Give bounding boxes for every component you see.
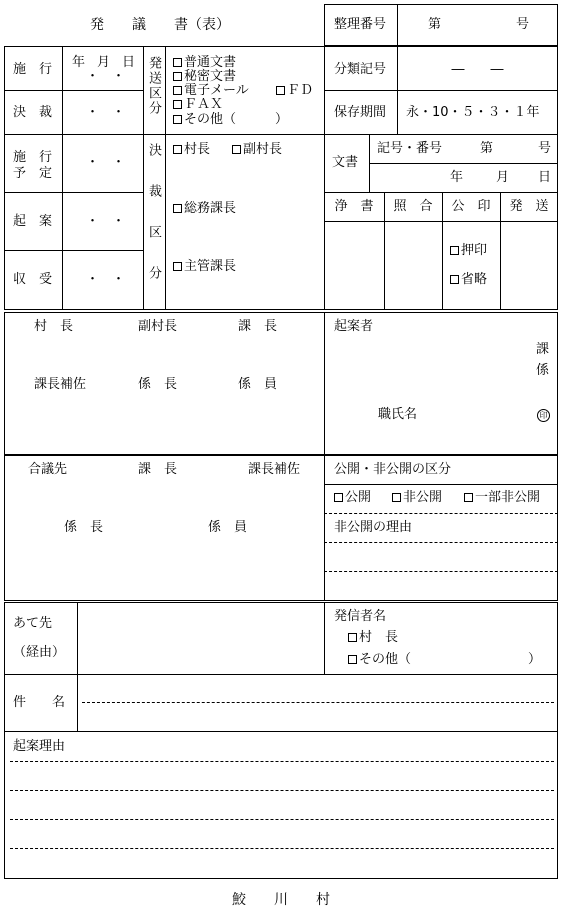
goigi-kakaricho: 係 長 <box>64 520 104 535</box>
keiyu-label: （経由） <box>13 645 66 660</box>
shiko-date-dots[interactable]: ・ ・ <box>86 69 126 84</box>
kessai-label: 決 裁 <box>13 105 53 120</box>
seal-icon: 印 <box>537 408 550 422</box>
shiko-yotei-date-dots[interactable]: ・ ・ <box>86 155 126 170</box>
kianja-kakari: 係 <box>536 363 550 378</box>
approver-kacho: 課 長 <box>238 319 278 334</box>
goigi-kakariin: 係 員 <box>208 520 248 535</box>
sender-label: 発信者名 <box>334 609 387 624</box>
approver-kakariin: 係 員 <box>238 377 278 392</box>
kian-date-dots[interactable]: ・ ・ <box>86 214 126 229</box>
hasso-opt-futsu[interactable]: 普通文書 <box>173 56 236 69</box>
checkbox-icon <box>450 275 459 284</box>
kessai-opt-somukacho[interactable]: 総務課長 <box>173 202 236 215</box>
tsuki-label: 月 <box>97 55 111 70</box>
bunsho-tsuki: 月 <box>496 170 510 185</box>
checkbox-icon <box>464 493 473 502</box>
kigo-bango-label: 記号・番号 <box>377 141 443 156</box>
approver-kachohosa: 課長補佐 <box>34 377 87 392</box>
hasso-opt-other[interactable]: その他（ ） <box>173 113 288 126</box>
checkbox-icon <box>173 145 182 154</box>
bunsho-hi: 日 <box>538 170 552 185</box>
hikokai-reason-label: 非公開の理由 <box>334 520 413 535</box>
footer-village: 鮫 川 村 <box>232 892 330 908</box>
checkbox-icon <box>173 72 182 81</box>
kessai-date-dots[interactable]: ・ ・ <box>86 105 126 120</box>
kian-riyu-label: 起案理由 <box>13 739 66 754</box>
riyu-line-3[interactable] <box>10 819 554 820</box>
hasso-opt-fax[interactable]: ＦＡＸ <box>173 98 223 111</box>
approver-soncho: 村 長 <box>34 319 74 334</box>
shokushimei-label: 職氏名 <box>378 407 418 422</box>
checkbox-icon <box>173 86 182 95</box>
form-title: 発 議 書（表） <box>90 17 230 33</box>
hasso-opt-fd[interactable]: ＦＤ <box>276 84 313 97</box>
approver-fukusoncho: 副村長 <box>138 319 178 334</box>
checkbox-icon <box>450 246 459 255</box>
kian-label: 起 案 <box>13 214 53 229</box>
riyu-line-4[interactable] <box>10 848 554 849</box>
seiri-go: 号 <box>516 17 530 32</box>
bunsho-go: 号 <box>538 141 552 156</box>
hozon-kikan-value[interactable]: 永・10・５・３・１年 <box>406 105 540 120</box>
checkbox-icon <box>276 86 285 95</box>
kenmei-input-line[interactable] <box>82 702 554 703</box>
checkbox-icon <box>334 493 343 502</box>
checkbox-icon <box>173 115 182 124</box>
goigi-kachohosa: 課長補佐 <box>248 462 301 477</box>
shuju-label: 収 受 <box>13 272 53 287</box>
hozon-kikan-label: 保存期間 <box>334 105 387 120</box>
bunsho-dai: 第 <box>480 141 494 156</box>
approver-kakaricho: 係 長 <box>138 377 178 392</box>
checkbox-icon <box>232 145 241 154</box>
goigi-label: 合議先 <box>28 462 68 477</box>
disclosure-opt-hikokai[interactable]: 非公開 <box>392 491 442 504</box>
riyu-line-2[interactable] <box>10 790 554 791</box>
kessai-opt-shukankacho[interactable]: 主管課長 <box>173 260 236 273</box>
checkbox-icon <box>392 493 401 502</box>
nen-label: 年 <box>72 55 86 70</box>
flow-josho: 浄 書 <box>334 199 374 214</box>
kenmei-label: 件 名 <box>13 695 66 710</box>
bunrui-kigo-label: 分類記号 <box>334 62 387 77</box>
sender-opt-soncho[interactable]: 村 長 <box>348 631 398 644</box>
disclosure-opt-kokai[interactable]: 公開 <box>334 491 371 504</box>
kianja-ka: 課 <box>536 342 550 357</box>
shiko-label: 施 行 <box>13 62 53 77</box>
shiko-yotei-label: 施 行 予 定 <box>13 150 53 181</box>
kessai-kubun-label: 決裁区分 <box>146 143 161 307</box>
hasso-kubun-label: 発送区分 <box>146 56 161 116</box>
disclosure-label: 公開・非公開の区分 <box>334 462 452 477</box>
oin-opt-shoryaku[interactable]: 省略 <box>450 273 487 286</box>
bunsho-label: 文書 <box>332 155 359 170</box>
checkbox-icon <box>173 204 182 213</box>
disclosure-opt-ichibu[interactable]: 一部非公開 <box>464 491 540 504</box>
seiri-dai: 第 <box>428 17 442 32</box>
flow-koin: 公 印 <box>451 199 491 214</box>
checkbox-icon <box>173 100 182 109</box>
flow-shogo: 照 合 <box>393 199 433 214</box>
bunrui-kigo-value[interactable]: ― ― <box>451 62 504 77</box>
kessai-opt-soncho[interactable]: 村長 <box>173 143 210 156</box>
flow-hasso: 発 送 <box>509 199 549 214</box>
checkbox-icon <box>348 633 357 642</box>
kianja-label: 起案者 <box>334 319 374 334</box>
goigi-kacho: 課 長 <box>138 462 178 477</box>
atesaki-label: あて先 <box>13 616 53 631</box>
hi-label: 日 <box>122 55 136 70</box>
hasso-opt-himitsu[interactable]: 秘密文書 <box>173 70 236 83</box>
seiri-bango-label: 整理番号 <box>334 17 387 32</box>
checkbox-icon <box>348 655 357 664</box>
sender-opt-other[interactable]: その他（ ） <box>348 653 541 666</box>
checkbox-icon <box>173 58 182 67</box>
oin-opt-oshi[interactable]: 押印 <box>450 244 487 257</box>
riyu-line-1[interactable] <box>10 761 554 762</box>
checkbox-icon <box>173 262 182 271</box>
shuju-date-dots[interactable]: ・ ・ <box>86 272 126 287</box>
kessai-opt-fukusoncho[interactable]: 副村長 <box>232 143 282 156</box>
section-destination <box>4 602 558 879</box>
bunsho-nen: 年 <box>450 170 464 185</box>
hasso-opt-email[interactable]: 電子メール <box>173 84 249 97</box>
section-approvals <box>4 312 558 455</box>
